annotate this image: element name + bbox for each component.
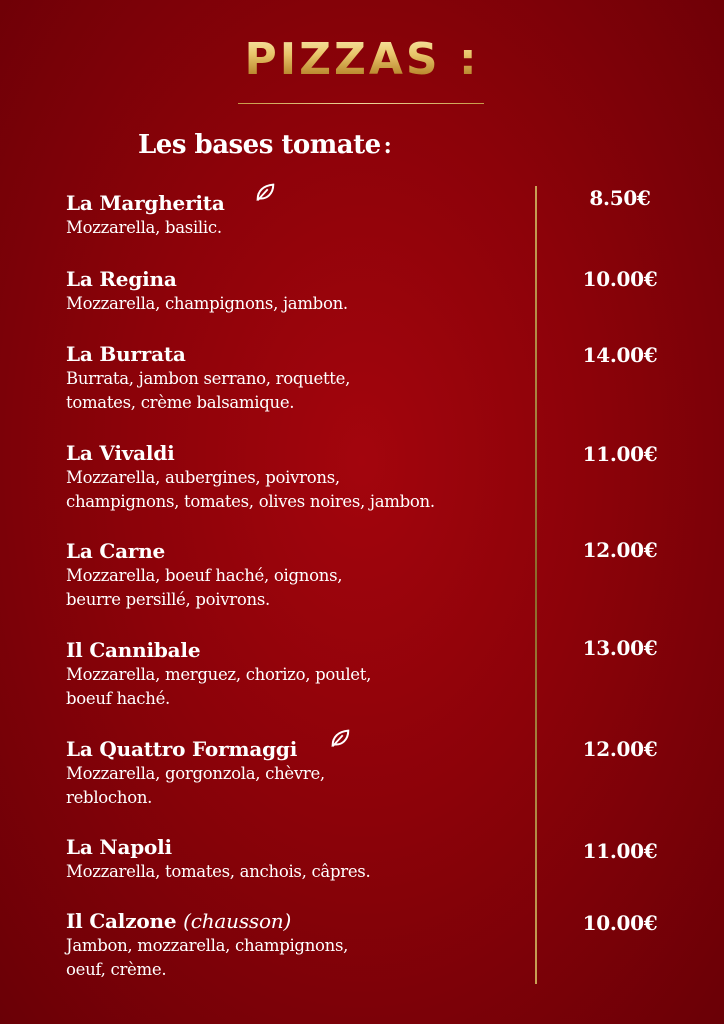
section-title-text: Les bases tomate — [138, 130, 381, 160]
title-divider — [238, 103, 484, 104]
item-name-text: Il Calzone — [66, 909, 177, 933]
item-name: Il Cannibale — [66, 638, 201, 662]
price-quattro-formaggi: 12.00€ — [582, 737, 658, 761]
item-description: Mozzarella, basilic. — [66, 218, 222, 237]
price-calzone: 10.00€ — [582, 911, 658, 935]
section-title — [138, 128, 391, 163]
item-description-line-2: oeuf, crème. — [66, 960, 167, 979]
item-description-line-1: Mozzarella, merguez, chorizo, poulet, — [66, 665, 372, 684]
leaf-icon — [254, 181, 276, 203]
price-margherita: 8.50€ — [589, 186, 651, 210]
item-name: La Burrata — [66, 342, 186, 366]
item-name: La Napoli — [66, 835, 172, 859]
item-name: La Regina — [66, 267, 177, 291]
leaf-icon — [329, 727, 351, 749]
item-description-line-1: Mozzarella, aubergines, poivrons, — [66, 468, 340, 487]
item-description-line-2: tomates, crème balsamique. — [66, 393, 295, 412]
item-description-line-1: Mozzarella, gorgonzola, chèvre, — [66, 764, 325, 783]
page-title: PIZZAS : — [0, 30, 724, 90]
item-description-line-1: Mozzarella, boeuf haché, oignons, — [66, 566, 343, 585]
item-description: Mozzarella, champignons, jambon. — [66, 294, 348, 313]
item-name-note: (chausson) — [183, 909, 292, 933]
item-name — [66, 908, 291, 934]
section-title-colon: : — [383, 133, 392, 159]
item-name — [66, 736, 297, 762]
item-description-line-2: reblochon. — [66, 788, 153, 807]
item-name — [66, 190, 225, 216]
item-description-line-1: Burrata, jambon serrano, roquette, — [66, 369, 351, 388]
item-description-line-2: champignons, tomates, olives noires, jambon. — [66, 492, 435, 511]
item-name-text: La Quattro Formaggi — [66, 737, 298, 761]
price-napoli: 11.00€ — [582, 839, 658, 863]
item-description-line-2: beurre persillé, poivrons. — [66, 590, 270, 609]
item-name-text: La Margherita — [66, 191, 225, 215]
item-description: Mozzarella, tomates, anchois, câpres. — [66, 862, 371, 881]
item-description-line-2: boeuf haché. — [66, 689, 170, 708]
item-name: La Carne — [66, 539, 166, 563]
price-carne: 12.00€ — [582, 538, 658, 562]
item-description-line-1: Jambon, mozzarella, champignons, — [66, 936, 349, 955]
price-burrata: 14.00€ — [582, 343, 658, 367]
item-name: La Vivaldi — [66, 441, 175, 465]
price-cannibale: 13.00€ — [582, 636, 658, 660]
price-vivaldi: 11.00€ — [582, 442, 658, 466]
price-regina: 10.00€ — [582, 267, 658, 291]
